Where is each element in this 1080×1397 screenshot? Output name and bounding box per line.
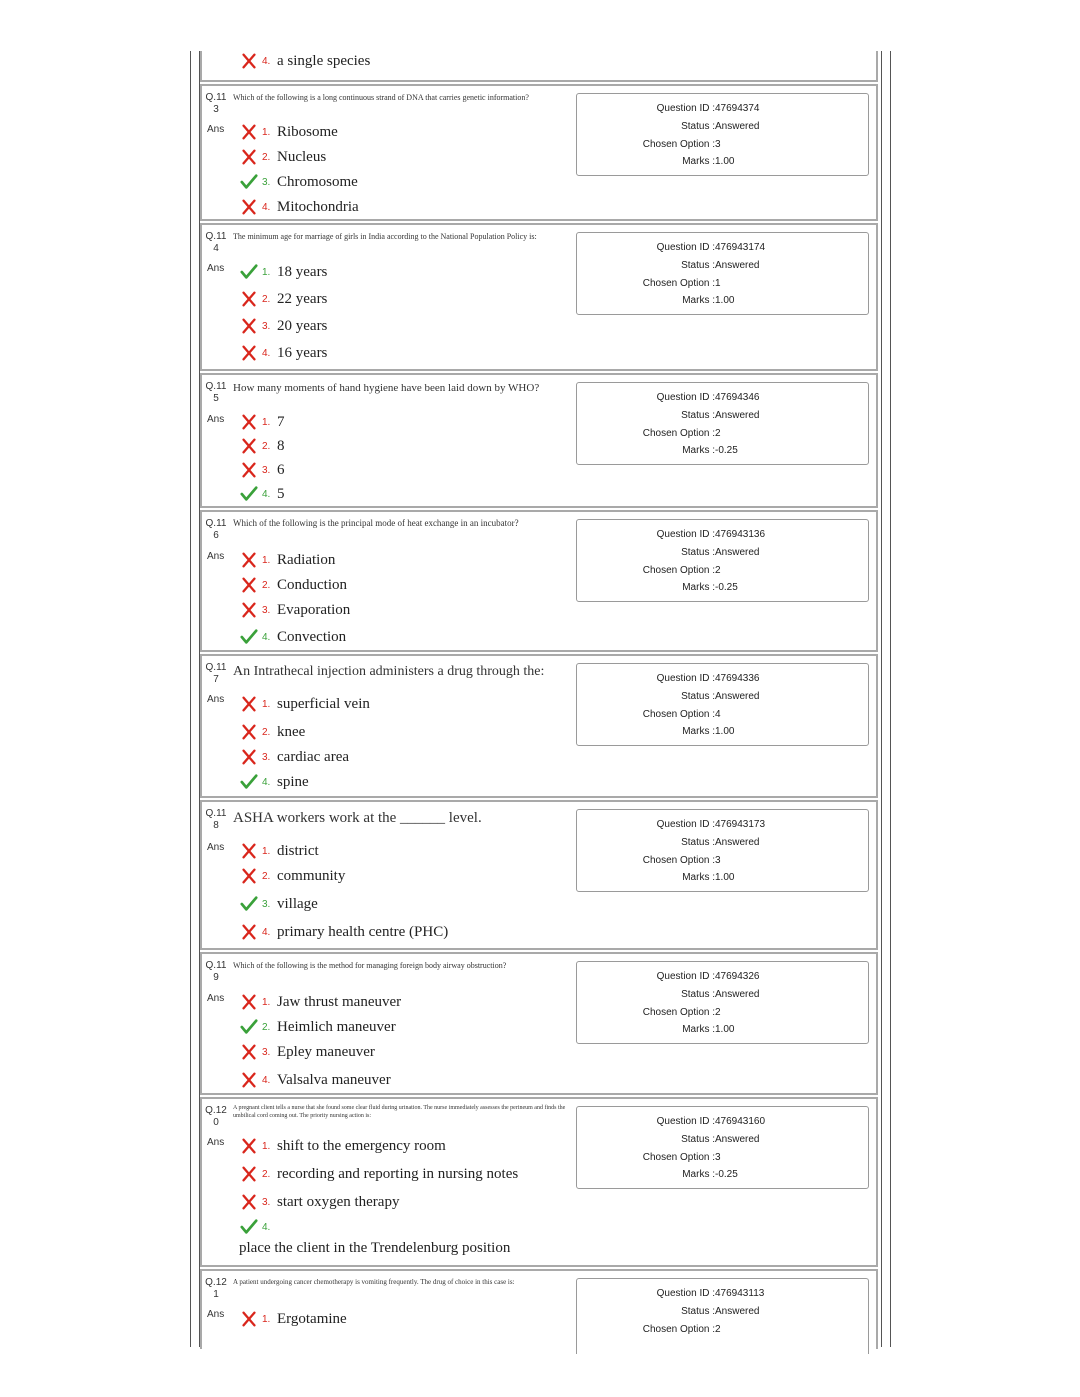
chosen-option-value: 3: [715, 139, 721, 150]
option-text: start oxygen therapy: [277, 1193, 400, 1210]
option-text: Jaw thrust maneuver: [277, 993, 402, 1010]
chosen-option-label: Chosen Option :: [642, 565, 715, 576]
status-value: Answered: [715, 1306, 760, 1317]
question-number: Q.11 6: [205, 518, 227, 541]
option-text: Valsalva maneuver: [277, 1071, 391, 1088]
question-info-box: [576, 1278, 869, 1354]
option-number: 4.: [262, 347, 271, 359]
answer-label: Ans: [207, 1309, 225, 1320]
right-border-inner: [881, 51, 882, 1347]
question-block-q117: [200, 654, 878, 798]
question-block-q116: [200, 510, 878, 652]
question-id-label: Question ID :: [656, 529, 715, 540]
option-number: 2.: [262, 870, 271, 882]
chosen-option-value: 2: [715, 1007, 721, 1018]
marks-label: Marks :: [682, 445, 715, 456]
option-number: 1.: [262, 845, 271, 857]
option-text: 7: [277, 413, 285, 430]
option-text: Ergotamine: [277, 1310, 347, 1327]
question-number: Q.11 9: [205, 960, 227, 983]
option-row: [240, 1163, 518, 1185]
option-text: a single species: [277, 52, 371, 69]
option-number: 1.: [262, 416, 271, 428]
question-block-q113: [200, 84, 878, 221]
marks-value: 1.00: [715, 872, 735, 883]
cross-icon: [240, 748, 258, 766]
question-id-label: Question ID :: [656, 1288, 715, 1299]
check-icon: [240, 485, 258, 503]
chosen-option-label: Chosen Option :: [642, 709, 715, 720]
option-text: 8: [277, 437, 285, 454]
answer-label: Ans: [207, 551, 225, 562]
option-row: [240, 574, 347, 596]
option-text: Conduction: [277, 576, 347, 593]
cross-icon: [240, 198, 258, 216]
cross-icon: [240, 867, 258, 885]
option-row: [240, 50, 370, 72]
option-number: 4.: [262, 488, 271, 500]
question-number: Q.11 4: [205, 231, 227, 254]
chosen-option-label: Chosen Option :: [642, 428, 715, 439]
question-block-q115: [200, 373, 878, 508]
marks-label: Marks :: [682, 1169, 715, 1180]
marks-value: -0.25: [715, 445, 738, 456]
cross-icon: [240, 723, 258, 741]
cross-icon: [240, 1193, 258, 1211]
status-label: Status :: [681, 260, 715, 271]
question-id-value: 47694346: [715, 392, 760, 403]
check-icon: [240, 263, 258, 281]
cross-icon: [240, 344, 258, 362]
option-text: Mitochondria: [277, 198, 359, 215]
status-value: Answered: [715, 547, 760, 558]
option-text: Epley maneuver: [277, 1043, 375, 1060]
question-text: How many moments of hand hygiene have been laid down by WHO?: [233, 382, 540, 394]
option-number: 1.: [262, 554, 271, 566]
option-text: Evaporation: [277, 601, 351, 618]
question-info-box: [576, 93, 869, 176]
option-row: [240, 146, 326, 168]
status-label: Status :: [681, 1134, 715, 1145]
option-text: district: [277, 842, 319, 859]
check-icon: [240, 1218, 258, 1236]
question-info-box: [576, 1106, 869, 1189]
option-text: 22 years: [277, 290, 328, 307]
chosen-option-label: Chosen Option :: [642, 1152, 715, 1163]
option-row: [240, 1135, 446, 1157]
question-text: ASHA workers work at the ______ level.: [233, 810, 482, 826]
option-row: [240, 840, 319, 862]
option-text: Chromosome: [277, 173, 358, 190]
chosen-option-value: 1: [715, 278, 721, 289]
status-label: Status :: [681, 837, 715, 848]
question-number: Q.12 1: [205, 1277, 227, 1300]
option-row: [240, 721, 305, 743]
cross-icon: [240, 842, 258, 860]
answer-label: Ans: [207, 1137, 225, 1148]
cross-icon: [240, 601, 258, 619]
chosen-option-value: 4: [715, 709, 721, 720]
question-id-label: Question ID :: [656, 242, 715, 253]
option-text: cardiac area: [277, 748, 350, 765]
question-text: Which of the following is the method for managing foreign body airway obstruction?: [233, 961, 507, 970]
option-text: Ribosome: [277, 123, 338, 140]
option-row: [240, 1016, 396, 1038]
question-id-label: Question ID :: [656, 971, 715, 982]
question-number: Q.12 0: [205, 1105, 227, 1128]
right-border-outer: [890, 51, 891, 1347]
option-number: 4.: [262, 1074, 271, 1086]
option-number: 3.: [262, 604, 271, 616]
question-info-box: [576, 232, 869, 315]
status-label: Status :: [681, 1306, 715, 1317]
cross-icon: [240, 290, 258, 308]
chosen-option-value: 2: [715, 565, 721, 576]
option-number: 2.: [262, 726, 271, 738]
option-row: [240, 991, 401, 1013]
cross-icon: [240, 993, 258, 1011]
question-id-value: 476943173: [715, 819, 766, 830]
question-block-q120: [200, 1097, 878, 1267]
cross-icon: [240, 123, 258, 141]
option-row: [240, 599, 350, 621]
option-text: spine: [277, 773, 309, 790]
question-text: Which of the following is the principal mode of heat exchange in an incubator?: [233, 518, 519, 528]
question-id-label: Question ID :: [656, 819, 715, 830]
marks-value: -0.25: [715, 1169, 738, 1180]
question-text: An Intrathecal injection administers a drug through the:: [233, 664, 545, 679]
option-text: recording and reporting in nursing notes: [277, 1165, 519, 1182]
option-number: 1.: [262, 698, 271, 710]
chosen-option-value: 2: [715, 428, 721, 439]
question-info-box: [576, 519, 869, 602]
option-row: [240, 1041, 375, 1063]
option-number: 2.: [262, 579, 271, 591]
chosen-option-value: 3: [715, 855, 721, 866]
option-row: [240, 435, 285, 457]
question-block-q119: [200, 952, 878, 1095]
chosen-option-value: 2: [715, 1324, 721, 1335]
question-text: A pregnant client tells a nurse that she found some clear fluid during urination. The nurse immediately assesses the perineum and finds the umbilical cord coming out. The priority nursing action is:: [233, 1105, 566, 1119]
question-block-q121: [200, 1269, 878, 1349]
question-number: Q.11 7: [205, 662, 227, 685]
option-row: [239, 1216, 511, 1256]
question-number: Q.11 3: [205, 92, 227, 115]
option-row: [240, 865, 345, 887]
question-id-label: Question ID :: [656, 392, 715, 403]
option-row: [240, 483, 285, 505]
answer-label: Ans: [207, 263, 225, 274]
option-row: [240, 771, 309, 793]
answer-label: Ans: [207, 694, 225, 705]
cross-icon: [240, 1043, 258, 1061]
left-border-outer: [190, 51, 191, 1347]
question-block-q114: [200, 223, 878, 371]
option-number: 4.: [262, 55, 271, 67]
question-number: Q.11 8: [205, 808, 227, 831]
option-number: 3.: [262, 1046, 271, 1058]
check-icon: [240, 173, 258, 191]
question-info-box: [576, 382, 869, 465]
question-info-box: [576, 663, 869, 746]
option-row: [240, 288, 327, 310]
option-text: 18 years: [277, 263, 328, 280]
status-label: Status :: [681, 691, 715, 702]
cross-icon: [240, 695, 258, 713]
option-text: Heimlich maneuver: [277, 1018, 396, 1035]
option-text: Radiation: [277, 551, 336, 568]
option-row: [240, 893, 318, 915]
option-number: 4.: [262, 776, 271, 788]
option-text: superficial vein: [277, 695, 370, 712]
option-number: 3.: [262, 751, 271, 763]
option-number: 1.: [262, 996, 271, 1008]
option-number: 1.: [262, 1140, 271, 1152]
cross-icon: [240, 576, 258, 594]
question-block-q118: [200, 800, 878, 950]
option-text: 5: [277, 485, 285, 502]
status-value: Answered: [715, 410, 760, 421]
option-row: [240, 626, 346, 648]
option-text: village: [277, 895, 318, 912]
cross-icon: [240, 923, 258, 941]
option-row: [240, 1308, 347, 1330]
option-row: [240, 1069, 391, 1091]
chosen-option-value: 3: [715, 1152, 721, 1163]
option-number: 1.: [262, 126, 271, 138]
option-number: 3.: [262, 320, 271, 332]
chosen-option-label: Chosen Option :: [642, 1007, 715, 1018]
cross-icon: [240, 1165, 258, 1183]
option-row: [240, 1191, 399, 1213]
option-row: [240, 549, 335, 571]
question-block-partial: [200, 51, 878, 82]
cross-icon: [240, 413, 258, 431]
question-id-label: Question ID :: [656, 103, 715, 114]
option-number: 2.: [262, 1168, 271, 1180]
question-id-value: 47694374: [715, 103, 760, 114]
option-number: 1.: [262, 266, 271, 278]
status-label: Status :: [681, 989, 715, 1000]
cross-icon: [240, 437, 258, 455]
cross-icon: [240, 148, 258, 166]
question-id-value: 476943136: [715, 529, 766, 540]
check-icon: [240, 628, 258, 646]
chosen-option-label: Chosen Option :: [642, 1324, 715, 1335]
check-icon: [240, 895, 258, 913]
question-id-value: 476943160: [715, 1116, 766, 1127]
status-value: Answered: [715, 1134, 760, 1145]
cross-icon: [240, 52, 258, 70]
option-number: 3.: [262, 898, 271, 910]
option-number: 2.: [262, 151, 271, 163]
option-text: shift to the emergency room: [277, 1137, 446, 1154]
cross-icon: [240, 317, 258, 335]
cross-icon: [240, 1071, 258, 1089]
marks-value: 1.00: [715, 726, 735, 737]
question-text: A patient undergoing cancer chemotherapy is vomiting frequently. The drug of choice in this case is:: [233, 1278, 515, 1286]
cross-icon: [240, 1137, 258, 1155]
question-id-label: Question ID :: [656, 673, 715, 684]
chosen-option-label: Chosen Option :: [642, 139, 715, 150]
option-number: 4.: [262, 201, 271, 213]
option-text: knee: [277, 723, 306, 740]
option-text: place the client in the Trendelenburg position: [239, 1240, 511, 1256]
option-text: 6: [277, 461, 285, 478]
option-row: [240, 411, 285, 433]
question-info-box: [576, 809, 869, 892]
option-text: primary health centre (PHC): [277, 923, 449, 940]
answer-label: Ans: [207, 993, 225, 1004]
chosen-option-label: Chosen Option :: [642, 855, 715, 866]
option-row: [240, 693, 370, 715]
option-row: [240, 121, 338, 143]
option-text: community: [277, 867, 346, 884]
marks-label: Marks :: [682, 295, 715, 306]
marks-label: Marks :: [682, 156, 715, 167]
option-row: [240, 342, 327, 364]
option-row: [240, 459, 285, 481]
check-icon: [240, 1018, 258, 1036]
option-number: 1.: [262, 1313, 271, 1325]
option-number: 4.: [262, 631, 271, 643]
marks-value: 1.00: [715, 1024, 735, 1035]
status-label: Status :: [681, 121, 715, 132]
check-icon: [240, 773, 258, 791]
question-id-value: 476943113: [715, 1288, 765, 1299]
question-id-value: 47694336: [715, 673, 760, 684]
chosen-option-label: Chosen Option :: [642, 278, 715, 289]
option-row: [240, 171, 358, 193]
status-value: Answered: [715, 121, 760, 132]
option-number: 3.: [262, 176, 271, 188]
question-id-label: Question ID :: [656, 1116, 715, 1127]
cross-icon: [240, 551, 258, 569]
marks-label: Marks :: [682, 582, 715, 593]
status-value: Answered: [715, 837, 760, 848]
status-value: Answered: [715, 260, 760, 271]
status-label: Status :: [681, 410, 715, 421]
question-number: Q.11 5: [205, 381, 227, 404]
answer-label: Ans: [207, 842, 225, 853]
status-value: Answered: [715, 989, 760, 1000]
option-row: [240, 921, 448, 943]
status-label: Status :: [681, 547, 715, 558]
cross-icon: [240, 461, 258, 479]
option-text: Nucleus: [277, 148, 327, 165]
marks-value: -0.25: [715, 582, 738, 593]
option-row: [240, 315, 327, 337]
option-number: 3.: [262, 1196, 271, 1208]
marks-value: 1.00: [715, 295, 735, 306]
option-row: [240, 261, 327, 283]
cross-icon: [240, 1310, 258, 1328]
question-text: Which of the following is a long continuous strand of DNA that carries genetic information?: [233, 93, 529, 102]
marks-label: Marks :: [682, 872, 715, 883]
option-number: 2.: [262, 440, 271, 452]
question-info-box: [576, 961, 869, 1044]
marks-label: Marks :: [682, 726, 715, 737]
option-number: 3.: [262, 464, 271, 476]
answer-label: Ans: [207, 124, 225, 135]
option-number: 2.: [262, 293, 271, 305]
option-text: Convection: [277, 628, 347, 645]
option-text: 16 years: [277, 344, 328, 361]
option-number: 2.: [262, 1021, 271, 1033]
option-text: 20 years: [277, 317, 328, 334]
question-id-value: 476943174: [715, 242, 766, 253]
question-id-value: 47694326: [715, 971, 760, 982]
option-number: 4.: [262, 926, 271, 938]
answer-label: Ans: [207, 414, 225, 425]
marks-label: Marks :: [682, 1024, 715, 1035]
question-text: The minimum age for marriage of girls in India according to the National Population Policy is:: [233, 232, 537, 241]
option-number: 4.: [262, 1221, 271, 1233]
option-row: [240, 746, 349, 768]
marks-value: 1.00: [715, 156, 735, 167]
option-row: [240, 196, 359, 218]
status-value: Answered: [715, 691, 760, 702]
